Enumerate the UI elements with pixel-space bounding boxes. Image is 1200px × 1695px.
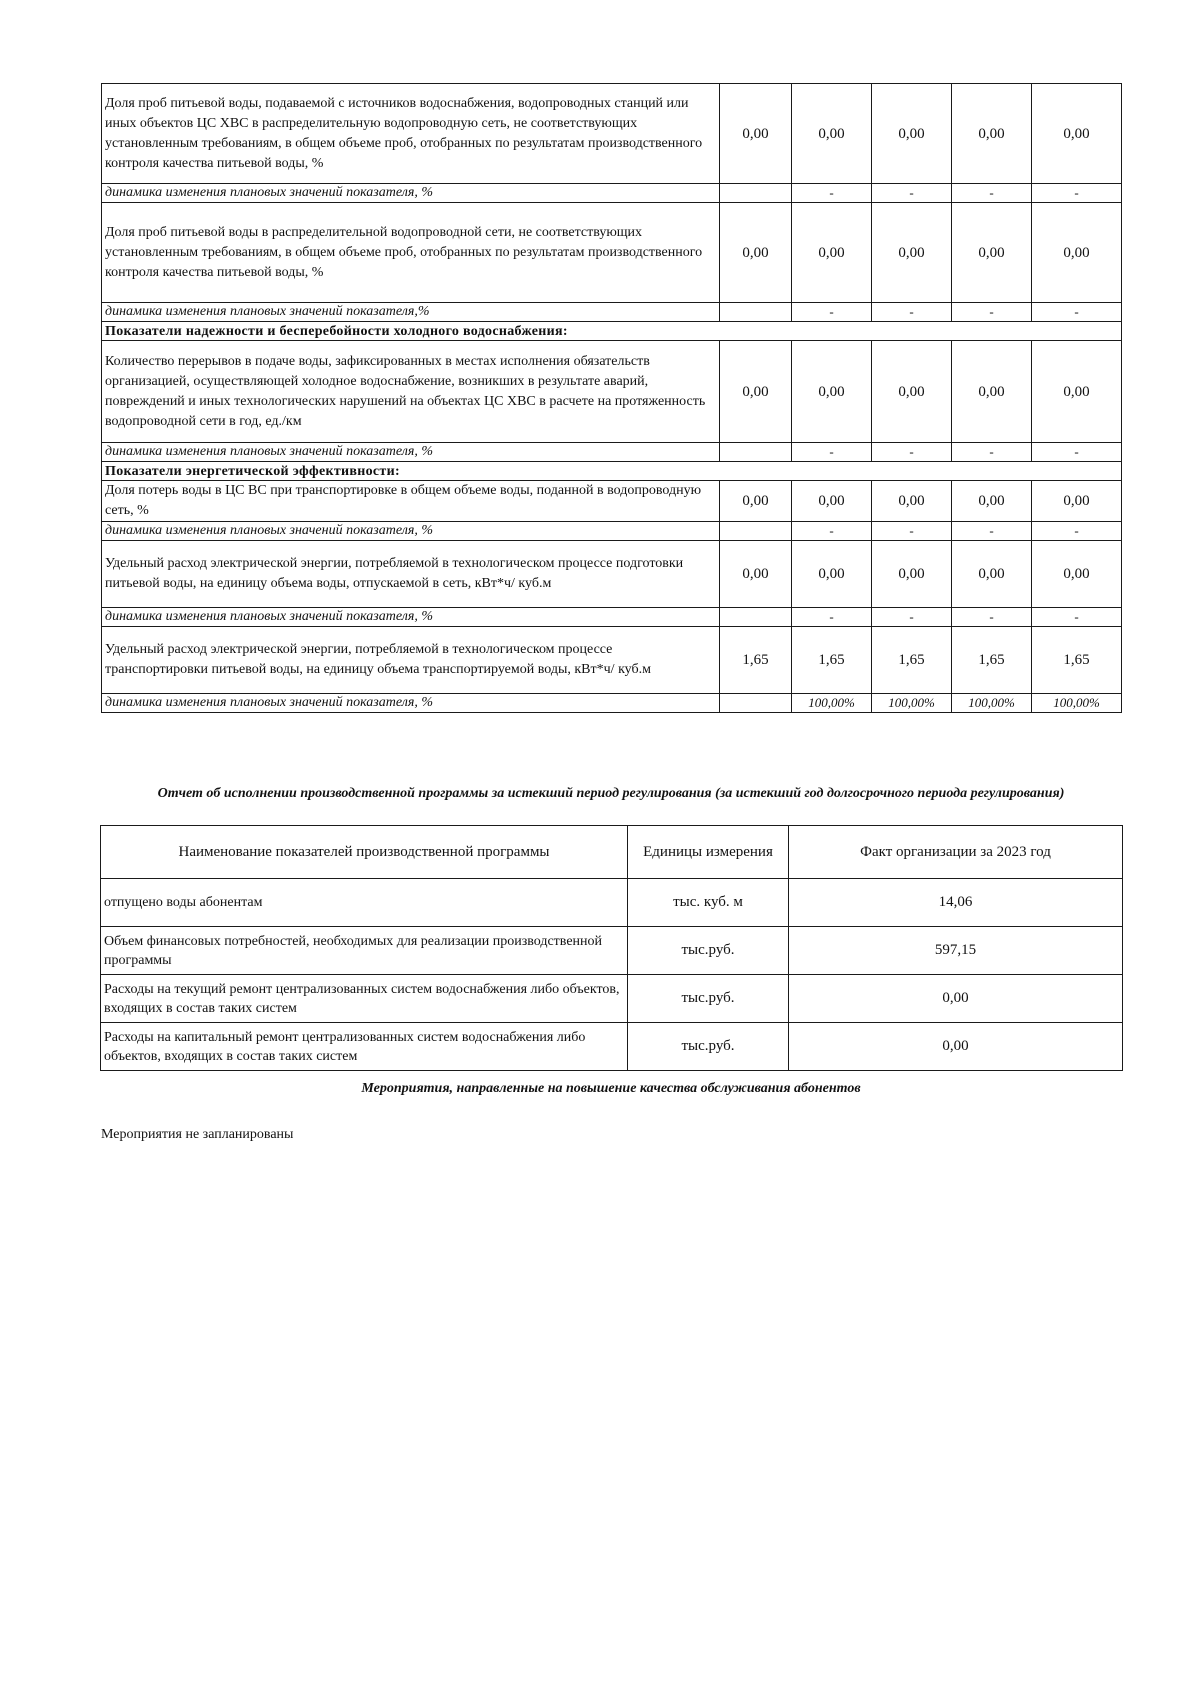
indicator-value: - [952, 303, 1032, 322]
indicator-value: 0,00 [792, 84, 872, 184]
report-title: Отчет об исполнении производственной программы за истекший период регулирования (за истекший год долгосрочного периода регулирования) [157, 786, 1065, 801]
indicator-value [720, 522, 792, 541]
report-fact-value: 14,06 [789, 879, 1123, 927]
indicator-value [720, 608, 792, 627]
dynamics-label: динамика изменения плановых значений показателя, % [102, 694, 720, 713]
report-row [101, 1023, 1123, 1071]
section-title: Показатели энергетической эффективности: [102, 462, 1122, 481]
indicator-value: - [1032, 184, 1122, 203]
indicator-name: Количество перерывов в подаче воды, зафиксированных в местах исполнения обязательств организацией, осуществляющей холодное водоснабжение, возникших в результате аварий, повреждений и иных технологических нарушений на объектах ЦС ХВС в расчете на протяженность водопроводной сети в год, ед./км [102, 341, 720, 443]
section-title: Показатели надежности и бесперебойности холодного водоснабжения: [102, 322, 1122, 341]
dynamics-label: динамика изменения плановых значений показателя, % [102, 184, 720, 203]
indicator-value: 0,00 [872, 203, 952, 303]
indicator-value: - [792, 522, 872, 541]
indicator-value: - [1032, 303, 1122, 322]
measures-title: Мероприятия, направленные на повышение качества обслуживания абонентов [361, 1081, 861, 1096]
indicator-value [720, 303, 792, 322]
indicator-value: 0,00 [952, 541, 1032, 608]
dynamics-row [102, 608, 1122, 627]
header-unit: Единицы измерения [628, 826, 789, 879]
report-unit: тыс. куб. м [628, 879, 789, 927]
report-unit: тыс.руб. [628, 975, 789, 1023]
indicator-value: 0,00 [1032, 541, 1122, 608]
indicator-value [720, 443, 792, 462]
indicator-value: 0,00 [1032, 481, 1122, 522]
indicator-name: Удельный расход электрической энергии, потребляемой в технологическом процессе подготовки питьевой воды, на единицу объема воды, отпускаемой в сеть, кВт*ч/ куб.м [102, 541, 720, 608]
report-row [101, 879, 1123, 927]
dynamics-row [102, 184, 1122, 203]
indicator-value: 0,00 [952, 341, 1032, 443]
indicator-value: - [872, 184, 952, 203]
dynamics-label: динамика изменения плановых значений показателя,% [102, 303, 720, 322]
indicator-value [720, 184, 792, 203]
indicator-row [102, 341, 1122, 443]
section-header-row [102, 462, 1122, 481]
indicator-value: - [952, 184, 1032, 203]
indicator-value: 0,00 [872, 541, 952, 608]
indicator-value: - [952, 443, 1032, 462]
report-indicator-name: Объем финансовых потребностей, необходимых для реализации производственной программы [101, 927, 628, 975]
indicators-body [102, 84, 1122, 713]
report-unit: тыс.руб. [628, 927, 789, 975]
indicators-table [101, 83, 1122, 713]
dynamics-label: динамика изменения плановых значений показателя, % [102, 443, 720, 462]
indicator-value: 0,00 [720, 341, 792, 443]
indicator-value: - [1032, 608, 1122, 627]
indicator-value: 1,65 [872, 627, 952, 694]
indicator-value: 100,00% [792, 694, 872, 713]
indicator-value: 1,65 [720, 627, 792, 694]
measures-text: Мероприятия не запланированы [101, 1127, 294, 1142]
indicator-value [720, 694, 792, 713]
indicator-value: 0,00 [872, 84, 952, 184]
report-fact-value: 597,15 [789, 927, 1123, 975]
indicator-value: - [792, 443, 872, 462]
indicator-value: - [792, 608, 872, 627]
report-table [100, 825, 1123, 1071]
report-body [101, 879, 1123, 1071]
indicator-value: - [792, 303, 872, 322]
indicator-value: 100,00% [1032, 694, 1122, 713]
header-indicator-name: Наименование показателей производственной программы [101, 826, 628, 879]
indicator-value: 0,00 [1032, 84, 1122, 184]
indicator-value: 0,00 [720, 84, 792, 184]
indicator-value: 0,00 [720, 481, 792, 522]
indicator-value: - [872, 522, 952, 541]
indicator-value: 0,00 [792, 481, 872, 522]
indicator-value: 1,65 [952, 627, 1032, 694]
indicator-value: 0,00 [872, 341, 952, 443]
indicator-value: 0,00 [952, 84, 1032, 184]
indicator-row [102, 627, 1122, 694]
indicator-value: - [1032, 443, 1122, 462]
report-indicator-name: отпущено воды абонентам [101, 879, 628, 927]
indicator-value: - [952, 608, 1032, 627]
indicator-value: 0,00 [872, 481, 952, 522]
indicator-value: 0,00 [952, 481, 1032, 522]
indicator-value: - [1032, 522, 1122, 541]
report-fact-value: 0,00 [789, 975, 1123, 1023]
dynamics-label: динамика изменения плановых значений показателя, % [102, 608, 720, 627]
indicator-value: - [952, 522, 1032, 541]
indicator-value: - [872, 443, 952, 462]
report-row [101, 975, 1123, 1023]
report-indicator-name: Расходы на текущий ремонт централизованных систем водоснабжения либо объектов, входящих в состав таких систем [101, 975, 628, 1023]
indicator-value: 0,00 [720, 541, 792, 608]
indicator-value: 0,00 [1032, 203, 1122, 303]
indicator-value: 0,00 [792, 203, 872, 303]
indicator-name: Доля проб питьевой воды, подаваемой с источников водоснабжения, водопроводных станций или иных объектов ЦС ХВС в распределительную водопроводную сеть, не соответствующих установленным требованиям, в общем объеме проб, отобранных по результатам производственного контроля качества питьевой воды, % [102, 84, 720, 184]
indicator-value: 0,00 [952, 203, 1032, 303]
indicator-value: 0,00 [792, 341, 872, 443]
report-unit: тыс.руб. [628, 1023, 789, 1071]
indicator-value: 100,00% [952, 694, 1032, 713]
indicator-value: 1,65 [792, 627, 872, 694]
indicator-value: - [872, 303, 952, 322]
dynamics-label: динамика изменения плановых значений показателя, % [102, 522, 720, 541]
indicator-value: 0,00 [792, 541, 872, 608]
section-header-row [102, 322, 1122, 341]
indicator-row [102, 481, 1122, 522]
report-header-row [101, 826, 1123, 879]
indicator-value: - [872, 608, 952, 627]
indicator-name: Доля проб питьевой воды в распределительной водопроводной сети, не соответствующих установленным требованиям, в общем объеме проб, отобранных по результатам производственного контроля качества питьевой воды, % [102, 203, 720, 303]
report-fact-value: 0,00 [789, 1023, 1123, 1071]
indicator-value: 0,00 [720, 203, 792, 303]
dynamics-row [102, 303, 1122, 322]
indicator-row [102, 84, 1122, 184]
indicator-name: Доля потерь воды в ЦС ВС при транспортировке в общем объеме воды, поданной в водопроводную сеть, % [102, 481, 720, 522]
indicator-row [102, 203, 1122, 303]
indicator-value: 100,00% [872, 694, 952, 713]
dynamics-row [102, 522, 1122, 541]
report-indicator-name: Расходы на капитальный ремонт централизованных систем водоснабжения либо объектов, входящих в состав таких систем [101, 1023, 628, 1071]
header-fact: Факт организации за 2023 год [789, 826, 1123, 879]
indicator-value: - [792, 184, 872, 203]
dynamics-row [102, 694, 1122, 713]
indicator-value: 0,00 [1032, 341, 1122, 443]
indicator-value: 1,65 [1032, 627, 1122, 694]
indicator-name: Удельный расход электрической энергии, потребляемой в технологическом процессе транспортировки питьевой воды, на единицу объема транспортируемой воды, кВт*ч/ куб.м [102, 627, 720, 694]
dynamics-row [102, 443, 1122, 462]
report-row [101, 927, 1123, 975]
indicator-row [102, 541, 1122, 608]
